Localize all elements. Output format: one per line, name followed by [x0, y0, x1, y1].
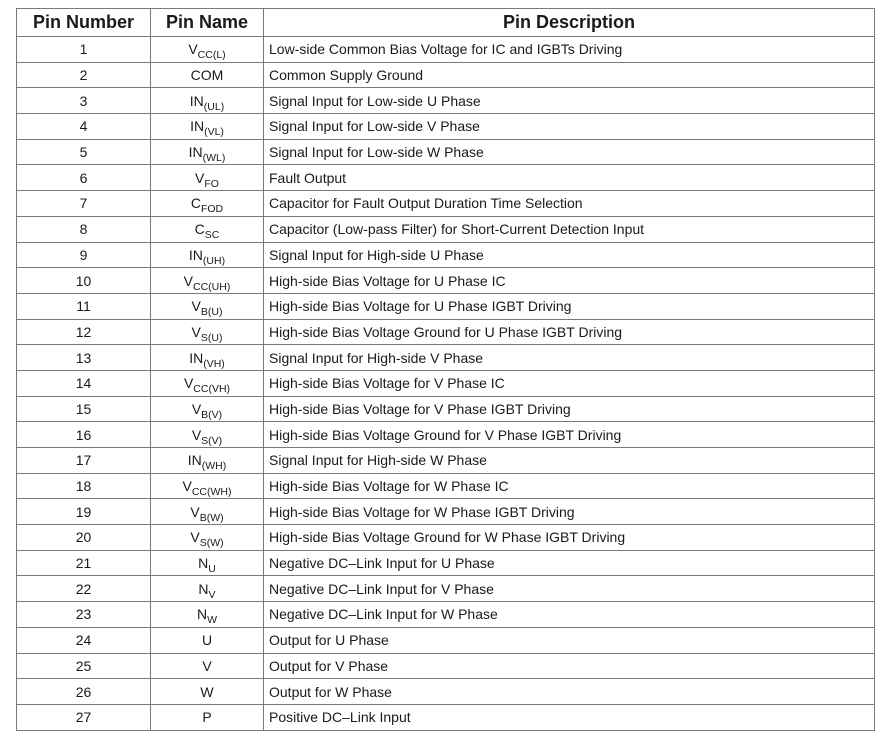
pin-name-subscript: B(U) [200, 306, 223, 319]
pin-name-subscript: S(U) [200, 331, 223, 344]
table-body [17, 37, 875, 731]
pin-name-symbol: N [196, 606, 208, 623]
pin-number-cell: 12 [17, 319, 151, 345]
pin-name-symbol: V [195, 169, 205, 186]
pin-description-cell: Positive DC–Link Input [264, 704, 875, 730]
pin-name-subscript: V [208, 588, 216, 601]
table-row [17, 216, 875, 242]
pin-number-cell: 16 [17, 422, 151, 448]
pin-description-cell: Signal Input for Low-side W Phase [264, 139, 875, 165]
pin-number-cell: 26 [17, 679, 151, 705]
pin-description-cell: Signal Input for High-side V Phase [264, 345, 875, 371]
pin-name-cell [151, 62, 264, 88]
pin-name-symbol: V [183, 375, 194, 392]
header-pin-name: Pin Name [151, 9, 264, 37]
pin-name-cell [151, 448, 264, 474]
pin-number-cell: 27 [17, 704, 151, 730]
pin-number-cell: 18 [17, 473, 151, 499]
table-row [17, 679, 875, 705]
pin-name-cell [151, 576, 264, 602]
pin-description-cell: Low-side Common Bias Voltage for IC and IGBTs Driving [264, 37, 875, 63]
pin-description-cell: Signal Input for Low-side U Phase [264, 88, 875, 114]
pin-name-subscript: S(W) [199, 537, 224, 550]
pin-number-cell: 22 [17, 576, 151, 602]
table-row [17, 242, 875, 268]
pin-name-symbol: C [190, 195, 201, 212]
pin-number-cell: 9 [17, 242, 151, 268]
pin-name-subscript: (UH) [202, 254, 226, 267]
pin-number-cell: 17 [17, 448, 151, 474]
table-row [17, 550, 875, 576]
pin-name-symbol: N [198, 580, 209, 597]
pin-name-subscript: CC(VH) [193, 383, 231, 396]
pin-name-cell [151, 653, 264, 679]
pin-number-cell: 2 [17, 62, 151, 88]
table-row [17, 37, 875, 63]
pin-name-subscript: CC(L) [197, 49, 226, 62]
pin-name-symbol: V [190, 503, 200, 520]
pin-name-symbol: V [191, 298, 201, 315]
pin-name-subscript: FO [204, 177, 219, 190]
pin-description-cell: Negative DC–Link Input for U Phase [264, 550, 875, 576]
pin-description-cell: Common Supply Ground [264, 62, 875, 88]
pin-name-cell [151, 88, 264, 114]
pin-name-symbol: U [201, 632, 213, 649]
pin-name-symbol: COM [190, 67, 224, 84]
pin-description-cell: Negative DC–Link Input for V Phase [264, 576, 875, 602]
pin-number-cell: 24 [17, 627, 151, 653]
pin-name-symbol: IN [187, 452, 202, 469]
pin-name-cell [151, 268, 264, 294]
table-header [17, 9, 875, 37]
table-row [17, 345, 875, 371]
pin-number-cell: 19 [17, 499, 151, 525]
table-row [17, 422, 875, 448]
pin-number-cell: 20 [17, 525, 151, 551]
pin-description-cell: Capacitor (Low-pass Filter) for Short-Current Detection Input [264, 216, 875, 242]
pin-name-cell [151, 139, 264, 165]
header-row [17, 9, 875, 37]
pin-name-cell [151, 627, 264, 653]
pin-name-subscript: B(V) [201, 408, 223, 421]
pin-name-cell [151, 550, 264, 576]
table-row [17, 370, 875, 396]
pin-description-cell: High-side Bias Voltage for V Phase IGBT Driving [264, 396, 875, 422]
header-pin-number: Pin Number [17, 9, 151, 37]
pin-number-cell: 8 [17, 216, 151, 242]
table-row [17, 293, 875, 319]
pin-name-symbol: P [202, 709, 212, 726]
pin-name-cell [151, 345, 264, 371]
table-row [17, 191, 875, 217]
pin-description-cell: Signal Input for Low-side V Phase [264, 114, 875, 140]
pin-name-subscript: B(W) [199, 511, 224, 524]
pin-name-subscript: CC(UH) [193, 280, 231, 293]
pin-description-cell: High-side Bias Voltage Ground for U Phase IGBT Driving [264, 319, 875, 345]
pin-description-cell: Output for U Phase [264, 627, 875, 653]
pin-name-symbol: IN [189, 349, 204, 366]
pin-description-cell: High-side Bias Voltage for V Phase IC [264, 370, 875, 396]
table-row [17, 114, 875, 140]
pin-name-symbol: IN [190, 118, 205, 135]
pin-description-cell: Capacitor for Fault Output Duration Time Selection [264, 191, 875, 217]
pin-name-symbol: N [198, 555, 209, 572]
pin-name-subscript: FOD [200, 203, 224, 216]
table-row [17, 499, 875, 525]
pin-number-cell: 7 [17, 191, 151, 217]
pin-description-cell: Signal Input for High-side U Phase [264, 242, 875, 268]
table-row [17, 88, 875, 114]
pin-number-cell: 13 [17, 345, 151, 371]
pin-description-cell: Negative DC–Link Input for W Phase [264, 602, 875, 628]
pin-description-cell: High-side Bias Voltage for U Phase IC [264, 268, 875, 294]
pin-name-subscript: (WH) [201, 460, 227, 473]
pin-description-cell: Fault Output [264, 165, 875, 191]
table-row [17, 602, 875, 628]
pin-number-cell: 11 [17, 293, 151, 319]
pin-name-cell [151, 370, 264, 396]
pin-name-symbol: V [202, 657, 212, 674]
table-row [17, 165, 875, 191]
pin-name-cell [151, 114, 264, 140]
table-row [17, 62, 875, 88]
table-row [17, 139, 875, 165]
table-row [17, 653, 875, 679]
pin-number-cell: 4 [17, 114, 151, 140]
pin-name-subscript: CC(WH) [191, 486, 232, 499]
table-row [17, 576, 875, 602]
pin-name-subscript: (VH) [203, 357, 225, 370]
table-row [17, 396, 875, 422]
pin-name-cell [151, 473, 264, 499]
pin-name-symbol: V [191, 323, 201, 340]
pin-name-subscript: S(V) [201, 434, 223, 447]
pin-name-cell [151, 319, 264, 345]
table-row [17, 525, 875, 551]
pin-name-symbol: IN [188, 144, 203, 161]
table-row [17, 473, 875, 499]
pin-name-cell [151, 216, 264, 242]
pin-name-symbol: V [182, 478, 192, 495]
pin-description-table [16, 8, 875, 731]
pin-name-symbol: V [188, 41, 198, 58]
pin-name-symbol: IN [189, 92, 204, 109]
pin-number-cell: 15 [17, 396, 151, 422]
pin-name-subscript: W [207, 614, 218, 627]
table-row [17, 319, 875, 345]
pin-name-subscript: (VL) [204, 126, 224, 139]
pin-name-cell [151, 525, 264, 551]
pin-number-cell: 21 [17, 550, 151, 576]
pin-name-cell [151, 499, 264, 525]
pin-name-cell [151, 37, 264, 63]
pin-number-cell: 1 [17, 37, 151, 63]
pin-description-cell: High-side Bias Voltage Ground for W Phase IGBT Driving [264, 525, 875, 551]
pin-description-cell: Output for V Phase [264, 653, 875, 679]
pin-name-symbol: IN [188, 246, 203, 263]
pin-name-subscript: SC [204, 229, 220, 242]
pin-number-cell: 25 [17, 653, 151, 679]
table-row [17, 704, 875, 730]
pin-name-cell [151, 293, 264, 319]
pin-description-cell: Output for W Phase [264, 679, 875, 705]
table-row [17, 448, 875, 474]
header-pin-description: Pin Description [264, 9, 875, 37]
pin-name-cell [151, 602, 264, 628]
pin-name-symbol: W [200, 683, 214, 700]
pin-name-cell [151, 165, 264, 191]
pin-description-cell: High-side Bias Voltage for W Phase IGBT Driving [264, 499, 875, 525]
pin-name-subscript: U [208, 563, 216, 576]
pin-name-cell [151, 191, 264, 217]
pin-name-cell [151, 396, 264, 422]
pin-number-cell: 3 [17, 88, 151, 114]
pin-name-symbol: C [194, 221, 205, 238]
pin-name-symbol: V [190, 529, 200, 546]
table-row [17, 268, 875, 294]
pin-description-cell: High-side Bias Voltage for U Phase IGBT Driving [264, 293, 875, 319]
pin-number-cell: 10 [17, 268, 151, 294]
pin-name-symbol: V [191, 426, 202, 443]
pin-name-cell [151, 679, 264, 705]
pin-name-symbol: V [183, 272, 193, 289]
pin-name-subscript: (WL) [202, 152, 226, 165]
pin-number-cell: 14 [17, 370, 151, 396]
pin-description-cell: Signal Input for High-side W Phase [264, 448, 875, 474]
pin-number-cell: 6 [17, 165, 151, 191]
pin-name-cell [151, 422, 264, 448]
pin-description-cell: High-side Bias Voltage for W Phase IC [264, 473, 875, 499]
pin-name-symbol: V [191, 400, 202, 417]
pin-number-cell: 5 [17, 139, 151, 165]
pin-name-subscript: (UL) [203, 100, 225, 113]
pin-description-cell: High-side Bias Voltage Ground for V Phase IGBT Driving [264, 422, 875, 448]
pin-name-cell [151, 704, 264, 730]
pin-name-cell [151, 242, 264, 268]
pin-number-cell: 23 [17, 602, 151, 628]
table-row [17, 627, 875, 653]
